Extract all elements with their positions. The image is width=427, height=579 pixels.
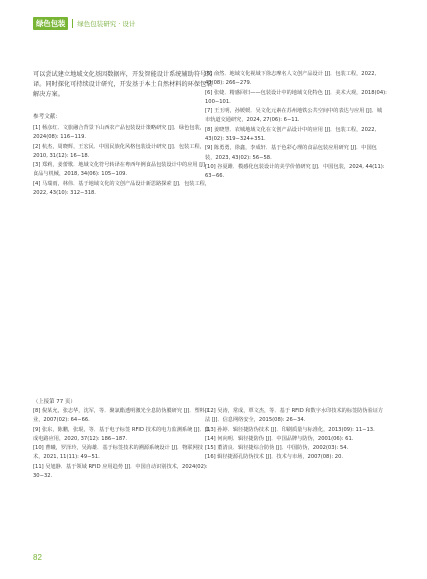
reference-item: [6] 张婕．精感回归——包装设计中的地域文化特色 [J]．美术大观，2018(04): 100−101. bbox=[205, 89, 387, 105]
reference-item: [14] 何向明．辑径捷防伪 [J]．中国品牌与防伪，2001(06): 61. bbox=[205, 435, 354, 442]
reference-item: [13] 孙婷．辑径捷防伪技术 [J]．印刷质量与标准化，2013(09): 11−13. bbox=[205, 426, 375, 433]
reference-item: [4] 马瑞雨，林伟．基于地域文化的文创产品设计新思路探索 [J]．包装工程，2022, 43(10): 312−318. bbox=[33, 180, 211, 197]
reference-item: [10] 曹曦，罗泽玲，吴海雄．基于标签技术的溯源系统设计 [J]．物联网技术，2021, 11(11): 49−51. bbox=[33, 445, 203, 461]
continued-note: （上接第 77 页） bbox=[33, 399, 76, 405]
reference-item: [15] 董清良．辑径捷综合防伪 [J]．中国防伪，2002(03): 54. bbox=[205, 445, 349, 452]
reference-item: [8] 姜晓慧．农城地域文化在文创产品设计中的应用 [J]．包装工程，2022, 43(02): 319−324+351. bbox=[205, 126, 377, 143]
page-number: 82 bbox=[33, 553, 42, 562]
reference-item: [9] 张东，陈鹏，张琨，等．基于电子标签 RFID 技术的电力监测系统 [J]．集成电路应用，2020, 37(12): 186−187. bbox=[33, 426, 210, 442]
reference-item: [16] 辑径捷源孔防伪技术 [J]．技术与市场，2007(08): 20. bbox=[205, 454, 344, 461]
reference-item: [8] 倪某允，张志华，沈军，等．聚氯酯透明激光全息防伪膜研究 [J]．塑料工业，2007(02): 64−66. bbox=[33, 408, 211, 424]
journal-logo: 绿色包装 bbox=[33, 17, 68, 30]
references-left-top bbox=[33, 124, 213, 198]
reference-item: [10] 谷夏雎．模感化包装设计的美学价值研究 [J]．中国包装，2024, 44(11): 63−66. bbox=[205, 163, 385, 180]
header-divider bbox=[72, 19, 73, 28]
reference-item: [5] 俞然．地域文化视域下徐志摩名人文创产品设计 [J]．包装工程，2022, 43(08): 266−279. bbox=[205, 71, 377, 87]
references-left-bottom bbox=[33, 407, 213, 481]
reference-item: [12] 吴涛，常成，覃文杰，等．基于 RFID 和数字水印技术的标签防伪验证方法 [J]．信息网络安全，2015(08): 26−34. bbox=[205, 408, 384, 424]
page-header bbox=[33, 17, 135, 30]
reference-item: [11] 吴旭静．基于领域 RFID 应用趋势 [J]．中国自动识别技术，2024(02): 30−32. bbox=[33, 463, 208, 480]
references-right-top bbox=[205, 70, 387, 182]
references-heading: 参考文献： bbox=[33, 114, 61, 120]
reference-item: [9] 陈勇勇，徐鑫，李成轩．基于色彩心理的食品包装应用研究 [J]．中国包装，2023, 43(02): 56−58. bbox=[205, 145, 377, 161]
reference-item: [7] 王玉明，孙媛媛．吴文化元素在苏州地铁公共空间中的表达与应用 [J]．城市轨道交通研究，2024, 27(06): 6−11. bbox=[205, 108, 383, 124]
section-title: 绿色包装研究 · 设计 bbox=[77, 20, 136, 28]
reference-item: [1] 杨彦红．文旅融合背景下山西农产品包装设计策略研究 [J]．绿色包装，2024(08): 116−119. bbox=[33, 125, 205, 141]
references-right-bottom bbox=[205, 407, 387, 463]
intro-paragraph: 可以尝试建立地域文化基因数据库，开发智能设计系统辅助符号转译。同时探化可持续设计研究，开发基于本土自然材料的环保包装解决方案。 bbox=[33, 71, 213, 98]
reference-item: [2] 杭杰，周晓辉，王宏民．中国民族化风格包装设计研究 [J]．包装工程，2010, 31(12): 16−18. bbox=[33, 143, 205, 159]
reference-item: [3] 郑莉，姜蕾歌．地域文化符号转译在粤西年例食品包装设计中的应用 [J]．食品与机械，2018, 34(06): 105−109. bbox=[33, 162, 211, 178]
